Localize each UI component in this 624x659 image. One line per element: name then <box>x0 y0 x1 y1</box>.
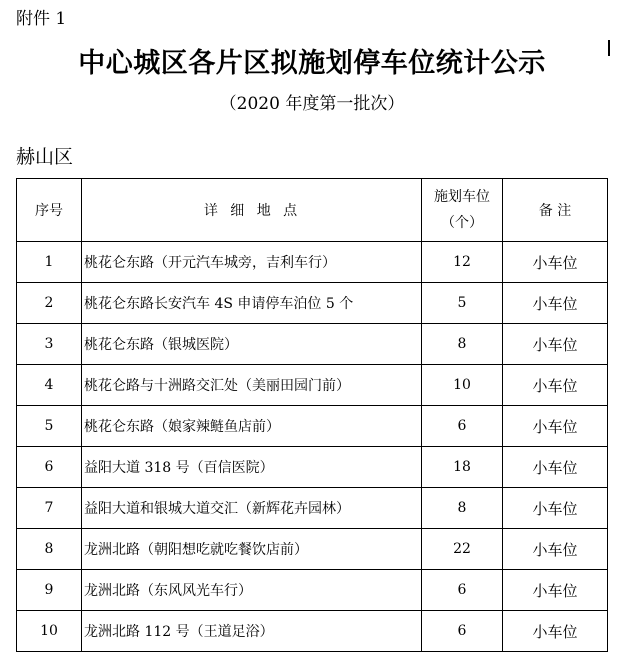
cell-no: 3 <box>17 324 82 365</box>
cell-note: 小车位 <box>503 324 608 365</box>
cell-count: 10 <box>422 365 503 406</box>
col-header-location: 详 细 地 点 <box>82 179 422 242</box>
table-row <box>17 447 608 488</box>
table-row <box>17 283 608 324</box>
page-subtitle: （2020 年度第一批次） <box>219 94 405 114</box>
col-header-count-line2: （个） <box>441 215 483 231</box>
cell-note: 小车位 <box>503 488 608 529</box>
cell-location: 桃花仑东路（银城医院） <box>82 324 422 365</box>
col-header-count <box>422 179 503 242</box>
cell-no: 7 <box>17 488 82 529</box>
cell-no: 5 <box>17 406 82 447</box>
cell-note: 小车位 <box>503 570 608 611</box>
parking-table <box>16 178 608 652</box>
attachment-label: 附件 1 <box>16 9 67 29</box>
cell-count: 5 <box>422 283 503 324</box>
table-row <box>17 488 608 529</box>
table-row <box>17 365 608 406</box>
col-header-no: 序号 <box>17 179 82 242</box>
table-row <box>17 242 608 283</box>
cell-location: 桃花仑东路长安汽车 4S 申请停车泊位 5 个 <box>82 283 422 324</box>
cell-location: 益阳大道和银城大道交汇（新辉花卉园林） <box>82 488 422 529</box>
cell-count: 12 <box>422 242 503 283</box>
table-row <box>17 406 608 447</box>
page-title: 中心城区各片区拟施划停车位统计公示 <box>78 48 546 79</box>
table-row <box>17 570 608 611</box>
col-header-note: 备 注 <box>503 179 608 242</box>
cell-location: 龙洲北路（东风风光车行） <box>82 570 422 611</box>
cell-no: 6 <box>17 447 82 488</box>
cell-count: 6 <box>422 611 503 652</box>
table-header <box>17 179 608 242</box>
cell-no: 1 <box>17 242 82 283</box>
cell-no: 2 <box>17 283 82 324</box>
col-header-count-line1: 施划车位 <box>434 189 490 205</box>
cell-note: 小车位 <box>503 365 608 406</box>
cell-count: 8 <box>422 324 503 365</box>
cell-location: 桃花仑东路（开元汽车城旁，吉利车行） <box>82 242 422 283</box>
cell-count: 18 <box>422 447 503 488</box>
cell-note: 小车位 <box>503 406 608 447</box>
cell-location: 桃花仑路与十洲路交汇处（美丽田园门前） <box>82 365 422 406</box>
district-heading: 赫山区 <box>16 146 74 168</box>
table-row <box>17 529 608 570</box>
cell-location: 龙洲北路（朝阳想吃就吃餐饮店前） <box>82 529 422 570</box>
cell-count: 22 <box>422 529 503 570</box>
cell-no: 4 <box>17 365 82 406</box>
cell-note: 小车位 <box>503 611 608 652</box>
cell-count: 8 <box>422 488 503 529</box>
table-row <box>17 324 608 365</box>
cell-note: 小车位 <box>503 283 608 324</box>
cell-location: 桃花仑东路（娘家辣鲢鱼店前） <box>82 406 422 447</box>
cell-no: 8 <box>17 529 82 570</box>
cell-location: 益阳大道 318 号（百信医院） <box>82 447 422 488</box>
cell-count: 6 <box>422 570 503 611</box>
cell-note: 小车位 <box>503 242 608 283</box>
cell-note: 小车位 <box>503 529 608 570</box>
table-row <box>17 611 608 652</box>
cell-count: 6 <box>422 406 503 447</box>
table-body <box>17 242 608 652</box>
cell-no: 10 <box>17 611 82 652</box>
cell-no: 9 <box>17 570 82 611</box>
cell-location: 龙洲北路 112 号（王道足浴） <box>82 611 422 652</box>
cell-note: 小车位 <box>503 447 608 488</box>
header-row <box>17 179 608 242</box>
